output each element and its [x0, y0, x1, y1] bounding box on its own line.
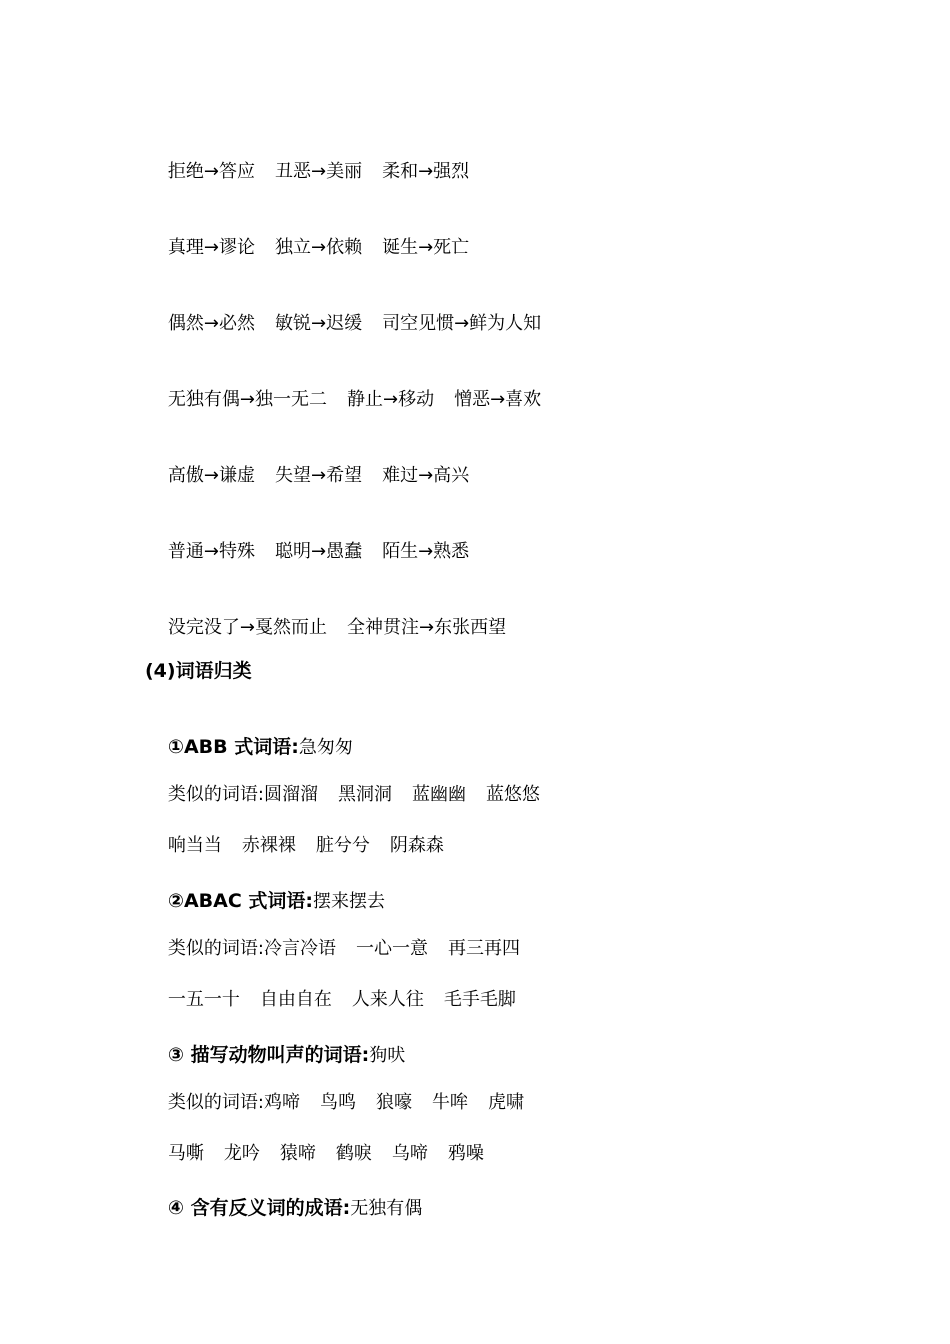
word: 猿啼 — [279, 1143, 316, 1164]
antonym-pair: 敏锐→迟缓 — [274, 313, 363, 334]
word: 自由自在 — [259, 989, 332, 1010]
word: 脏兮兮 — [315, 835, 370, 856]
antonym-line-1 — [145, 139, 469, 205]
antonym-pair: 静止→移动 — [346, 389, 435, 410]
category-example: 无独有偶 — [350, 1198, 423, 1219]
word: 狼嚎 — [375, 1092, 412, 1113]
word: 一心一意 — [355, 938, 428, 959]
word: 马嘶 — [167, 1143, 204, 1164]
category-label: ③ 描写动物叫声的词语: — [167, 1044, 370, 1066]
antonym-pair: 丑恶→美丽 — [274, 161, 363, 182]
word: 牛哞 — [431, 1092, 468, 1113]
antonym-pair: 司空见惯→鲜为人知 — [382, 313, 542, 334]
category-example: 急匆匆 — [298, 737, 353, 758]
category-label: ②ABAC 式词语: — [167, 890, 314, 912]
antonym-line-6 — [145, 519, 469, 585]
word: 鹤唳 — [335, 1143, 372, 1164]
similar-prefix: 类似的词语: — [167, 1092, 264, 1113]
antonym-pair: 拒绝→答应 — [167, 161, 255, 182]
category-label: ④ 含有反义词的成语: — [167, 1197, 351, 1219]
similar-prefix: 类似的词语: — [167, 938, 264, 959]
antonym-pair: 独立→依赖 — [274, 237, 363, 258]
word: 一五一十 — [167, 989, 240, 1010]
antonym-pair: 柔和→强烈 — [382, 161, 470, 182]
antonym-line-7 — [145, 595, 506, 661]
word: 人来人往 — [351, 989, 424, 1010]
word: 赤裸裸 — [241, 835, 296, 856]
category-example: 狗吠 — [369, 1045, 406, 1066]
antonym-pair: 聪明→愚蠢 — [274, 541, 363, 562]
antonym-pair: 偶然→必然 — [167, 313, 255, 334]
antonym-pair: 普通→特殊 — [167, 541, 255, 562]
word: 蓝悠悠 — [485, 784, 540, 805]
antonym-pair: 无独有偶→独一无二 — [167, 389, 327, 410]
word: 鸡啼 — [263, 1092, 300, 1113]
antonym-pair: 全神贯注→东张西望 — [346, 617, 507, 638]
word: 再三再四 — [447, 938, 520, 959]
category-label: ①ABB 式词语: — [167, 736, 299, 758]
antonym-pair: 难过→高兴 — [382, 465, 470, 486]
word: 黑洞洞 — [337, 784, 392, 805]
antonym-pair: 失望→希望 — [274, 465, 363, 486]
word: 圆溜溜 — [263, 784, 318, 805]
word: 鸦噪 — [447, 1143, 484, 1164]
antonym-line-5 — [145, 443, 469, 509]
antonym-pair: 没完没了→戛然而止 — [167, 617, 327, 638]
word: 乌啼 — [391, 1143, 428, 1164]
word: 鸟鸣 — [319, 1092, 356, 1113]
antonym-pair: 高傲→谦虚 — [167, 465, 255, 486]
antonym-line-2 — [145, 215, 469, 281]
word: 龙吟 — [223, 1143, 260, 1164]
category-antonym-idioms — [145, 1172, 422, 1245]
antonym-pair: 陌生→熟悉 — [382, 541, 470, 562]
word: 蓝幽幽 — [411, 784, 466, 805]
word: 虎啸 — [487, 1092, 524, 1113]
antonym-line-4 — [145, 367, 541, 433]
category-example: 摆来摆去 — [313, 891, 386, 912]
section-title: (4)词语归类 — [145, 660, 252, 682]
word: 阴森森 — [389, 835, 444, 856]
word: 毛手毛脚 — [443, 989, 516, 1010]
antonym-pair: 诞生→死亡 — [382, 237, 470, 258]
antonym-line-3 — [145, 291, 541, 357]
word: 响当当 — [167, 835, 222, 856]
antonym-pair: 真理→谬论 — [167, 237, 255, 258]
antonym-pair: 憎恶→喜欢 — [454, 389, 542, 410]
similar-prefix: 类似的词语: — [167, 784, 264, 805]
word: 冷言冷语 — [263, 938, 336, 959]
